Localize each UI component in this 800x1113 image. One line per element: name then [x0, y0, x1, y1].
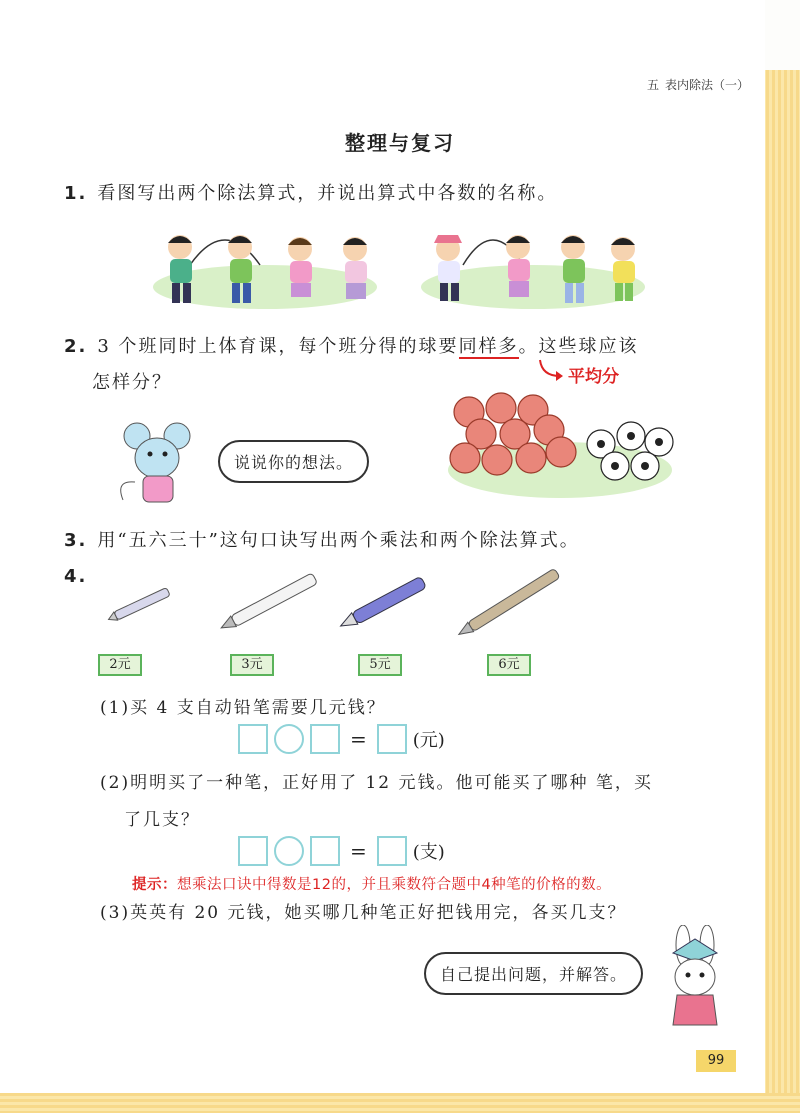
page-number: 99	[696, 1050, 736, 1072]
price-tag-5: 5元	[358, 654, 402, 676]
ballpoint-pen-illustration	[215, 565, 330, 640]
children-jump-rope-illustration-1	[150, 225, 380, 315]
unit-label: (元)	[412, 730, 445, 751]
answer-box[interactable]	[238, 724, 268, 754]
page-edge-bottom-decoration	[0, 1093, 800, 1113]
answer-box[interactable]	[310, 724, 340, 754]
equals-sign: =	[350, 727, 367, 751]
annotation-average-division: 平均分	[568, 367, 619, 387]
unit-number: 五	[647, 78, 660, 92]
unit-title: 表内除法（一）	[665, 78, 750, 92]
keyword-highlight: 同样多	[458, 336, 519, 357]
hint-body: 想乘法口诀中得数是12的，并且乘数符合题中4种笔的价格的数。	[177, 877, 612, 893]
unit-label: (支)	[412, 842, 445, 863]
red-arrow-icon	[536, 358, 566, 388]
question-text: 看图写出两个除法算式，并说出算式中各数的名称。	[97, 183, 558, 204]
children-jump-rope-illustration-2	[418, 225, 648, 315]
speech-bubble-rabbit: 自己提出问题，并解答。	[424, 952, 643, 995]
speech-bubble-mouse: 说说你的想法。	[218, 440, 369, 483]
fountain-pen-illustration	[335, 568, 435, 638]
hint-text	[132, 873, 611, 894]
question-4	[64, 560, 97, 594]
mouse-character-illustration	[115, 420, 205, 515]
answer-box[interactable]	[377, 836, 407, 866]
answer-box[interactable]	[310, 836, 340, 866]
answer-box[interactable]	[238, 836, 268, 866]
price-tag-2: 2元	[98, 654, 142, 676]
price-tag-3: 3元	[230, 654, 274, 676]
question-number: 1.	[64, 183, 88, 204]
rabbit-character-illustration	[655, 925, 735, 1035]
page-title: 整理与复习	[345, 131, 455, 155]
price-tag-6: 6元	[487, 654, 531, 676]
operator-circle[interactable]	[274, 836, 304, 866]
sub-question-1: (1)买 4 支自动铅笔需要几元钱？	[100, 698, 386, 718]
equation-blank-2	[238, 836, 445, 866]
sub-question-2-line1: (2)明明买了一种笔，正好用了 12 元钱。他可能买了哪种 笔，买	[100, 773, 653, 793]
page-edge-decoration	[760, 70, 800, 1113]
pen-illustration	[450, 562, 570, 644]
question-text-part2: 。这些球应该	[518, 336, 639, 357]
question-text: 用“五六三十”这句口诀写出两个乘法和两个除法算式。	[97, 530, 580, 551]
question-1	[64, 177, 557, 211]
mechanical-pencil-illustration	[105, 578, 185, 628]
operator-circle[interactable]	[274, 724, 304, 754]
question-number: 4.	[64, 566, 88, 587]
answer-box[interactable]	[377, 724, 407, 754]
question-3	[64, 524, 580, 558]
question-number: 2.	[64, 336, 88, 357]
balls-illustration	[445, 390, 675, 502]
equals-sign: =	[350, 839, 367, 863]
equation-blank-1	[238, 724, 445, 754]
running-header	[647, 76, 749, 93]
hint-label: 提示：	[132, 877, 177, 893]
question-text-part1: 3 个班同时上体育课，每个班分得的球要	[97, 336, 459, 357]
question-number: 3.	[64, 530, 88, 551]
sub-question-2-line2: 了几支？	[124, 810, 200, 830]
question-2-line2: 怎样分？	[92, 372, 172, 393]
sub-question-3: (3)英英有 20 元钱，她买哪几种笔正好把钱用完，各买几支？	[100, 903, 627, 923]
